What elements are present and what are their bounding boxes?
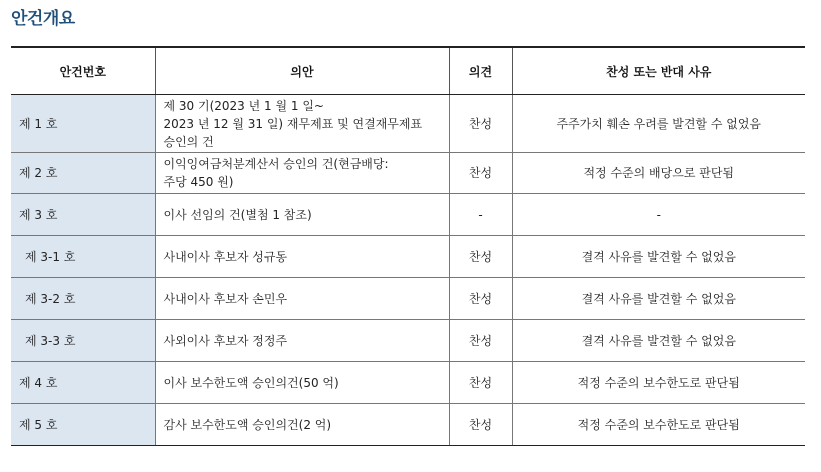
table-row: [11, 320, 805, 362]
agenda-number-cell: 제 3 호: [11, 194, 155, 236]
reason-cell: 적정 수준의 배당으로 판단됨: [512, 153, 805, 194]
agenda-table: [11, 46, 805, 446]
header-agenda: 의안: [155, 47, 449, 95]
agenda-cell: 사내이사 후보자 성규동: [155, 236, 449, 278]
agenda-cell: 감사 보수한도액 승인의건(2 억): [155, 404, 449, 446]
opinion-cell: 찬성: [449, 320, 512, 362]
page-title: 안건개요: [11, 9, 75, 29]
agenda-cell: 이사 보수한도액 승인의건(50 억): [155, 362, 449, 404]
header-agenda-number: 안건번호: [11, 47, 155, 95]
table-row: [11, 153, 805, 194]
reason-cell: 적정 수준의 보수한도로 판단됨: [512, 362, 805, 404]
table-row: [11, 278, 805, 320]
agenda-number-cell: 제 3-1 호: [11, 236, 155, 278]
agenda-number-cell: 제 1 호: [11, 95, 155, 153]
reason-cell: 주주가치 훼손 우려를 발견할 수 없었음: [512, 95, 805, 153]
reason-cell: 적정 수준의 보수한도로 판단됨: [512, 404, 805, 446]
agenda-cell: 사내이사 후보자 손민우: [155, 278, 449, 320]
reason-cell: -: [512, 194, 805, 236]
reason-cell: 결격 사유를 발견할 수 없었음: [512, 320, 805, 362]
reason-cell: 결격 사유를 발견할 수 없었음: [512, 278, 805, 320]
agenda-cell: 이사 선임의 건(별첨 1 참조): [155, 194, 449, 236]
agenda-cell: 이익잉여금처분계산서 승인의 건(현금배당: 주당 450 원): [155, 153, 449, 194]
agenda-number-cell: 제 4 호: [11, 362, 155, 404]
agenda-cell: 제 30 기(2023 년 1 월 1 일~ 2023 년 12 월 31 일) 재무제표 및 연결재무제표 승인의 건: [155, 95, 449, 153]
table-row: [11, 95, 805, 153]
agenda-number-cell: 제 2 호: [11, 153, 155, 194]
agenda-number-cell: 제 3-2 호: [11, 278, 155, 320]
opinion-cell: 찬성: [449, 236, 512, 278]
agenda-number-cell: 제 3-3 호: [11, 320, 155, 362]
table-row: [11, 194, 805, 236]
table-header-row: [11, 47, 805, 95]
opinion-cell: 찬성: [449, 95, 512, 153]
reason-cell: 결격 사유를 발견할 수 없었음: [512, 236, 805, 278]
opinion-cell: 찬성: [449, 153, 512, 194]
table-row: [11, 362, 805, 404]
opinion-cell: -: [449, 194, 512, 236]
agenda-number-cell: 제 5 호: [11, 404, 155, 446]
agenda-cell: 사외이사 후보자 정정주: [155, 320, 449, 362]
header-opinion: 의견: [449, 47, 512, 95]
opinion-cell: 찬성: [449, 362, 512, 404]
header-reason: 찬성 또는 반대 사유: [512, 47, 805, 95]
opinion-cell: 찬성: [449, 404, 512, 446]
opinion-cell: 찬성: [449, 278, 512, 320]
table-row: [11, 236, 805, 278]
table-row: [11, 404, 805, 446]
